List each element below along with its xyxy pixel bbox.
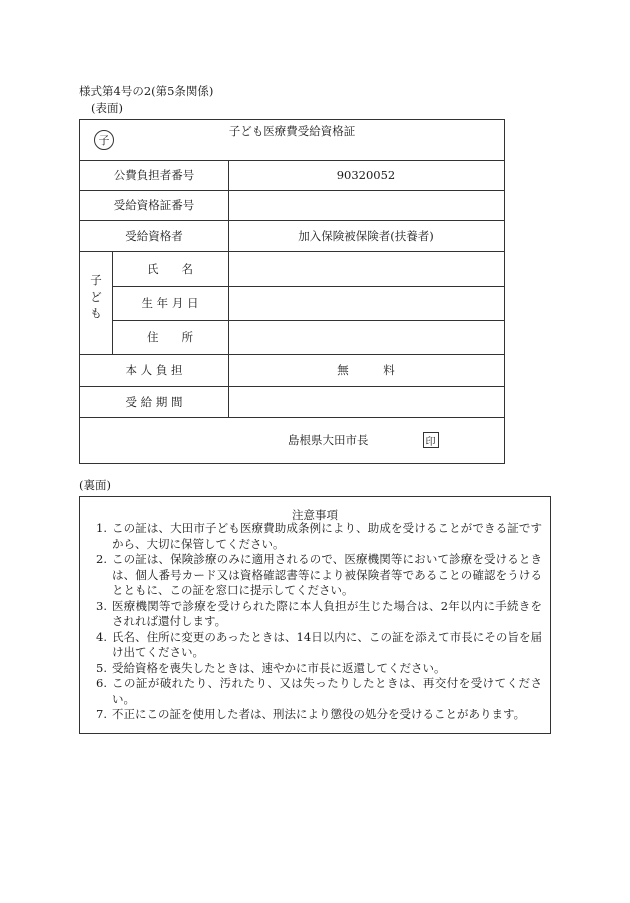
child-group-char: 子 <box>90 273 102 287</box>
self-burden-value: 無 料 <box>337 363 395 377</box>
note-number: 7. <box>96 707 107 721</box>
note-item <box>96 521 542 552</box>
cert-number-value <box>228 190 504 220</box>
eligibility-period-value <box>228 386 504 417</box>
name-value <box>228 251 504 286</box>
note-item <box>96 707 542 723</box>
note-number: 4. <box>96 629 107 644</box>
cert-number-label: 受給資格証番号 <box>113 198 195 212</box>
birthdate-label: 生 年 月 日 <box>141 296 199 310</box>
address-label: 住 所 <box>147 330 193 344</box>
note-item <box>96 630 542 661</box>
front-side-label: (表面) <box>91 101 123 115</box>
note-text: 医療機関等で診療を受けられた際に本人負担が生じた場合は、2年以内に手続きをされれば還付します。 <box>112 598 542 628</box>
note-item <box>96 676 542 707</box>
child-group-char: も <box>90 306 102 321</box>
note-text: 氏名、住所に変更のあったときは、14日以内に、この証を添えて市長にその旨を届け出てください。 <box>112 629 542 659</box>
note-item <box>96 552 542 599</box>
card-title: 子ども医療費受給資格証 <box>228 124 356 138</box>
child-group-label <box>80 272 112 322</box>
note-number: 2. <box>96 552 107 566</box>
payer-number-label: 公費負担者番号 <box>113 168 195 182</box>
note-number: 3. <box>96 598 107 613</box>
note-number: 6. <box>96 676 107 690</box>
notes-list <box>96 521 542 723</box>
self-burden-label: 本 人 負 担 <box>125 363 183 377</box>
issuer-name: 島根県大田市長 <box>288 433 369 447</box>
front-card <box>79 119 505 464</box>
address-value <box>228 320 504 354</box>
holder-label: 受給資格者 <box>125 228 183 243</box>
payer-number-value: 90320052 <box>336 168 396 182</box>
note-number: 5. <box>96 660 107 675</box>
note-text: この証は、大田市子ども医療費助成条例により、助成を受けることができる証ですから、大切に保管してください。 <box>112 521 542 551</box>
name-label: 氏 名 <box>147 261 193 276</box>
note-item <box>96 661 542 677</box>
child-circle-mark: 子 <box>94 130 114 150</box>
note-text: 受給資格を喪失したときは、速やかに市長に返還してください。 <box>112 660 446 675</box>
notes-title: 注意事項 <box>292 508 338 522</box>
notes-box <box>79 496 551 734</box>
note-item <box>96 599 542 630</box>
holder-value: 加入保険被保険者(扶養者) <box>298 228 434 243</box>
child-group-char: ど <box>90 289 102 304</box>
note-number: 1. <box>96 521 107 535</box>
eligibility-period-label: 受 給 期 間 <box>125 394 183 409</box>
seal-mark: 印 <box>423 432 439 448</box>
note-text: この証が破れたり、汚れたり、又は失ったりしたときは、再交付を受けてください。 <box>112 676 542 706</box>
note-text: 不正にこの証を使用した者は、刑法により懲役の処分を受けることがあります。 <box>112 707 526 721</box>
issuer-block <box>288 430 439 450</box>
birthdate-value <box>228 286 504 320</box>
note-text: この証は、保険診療のみに適用されるので、医療機関等において診療を受けるときは、個人番号カード又は資格確認書等により被保険者等であることの確認をうけるとともに、この証を窓口に提示してください。 <box>112 552 542 597</box>
row-divider <box>80 417 504 418</box>
form-id: 様式第4号の2(第5条関係) <box>79 84 214 98</box>
back-side-label: (裏面) <box>79 478 111 492</box>
